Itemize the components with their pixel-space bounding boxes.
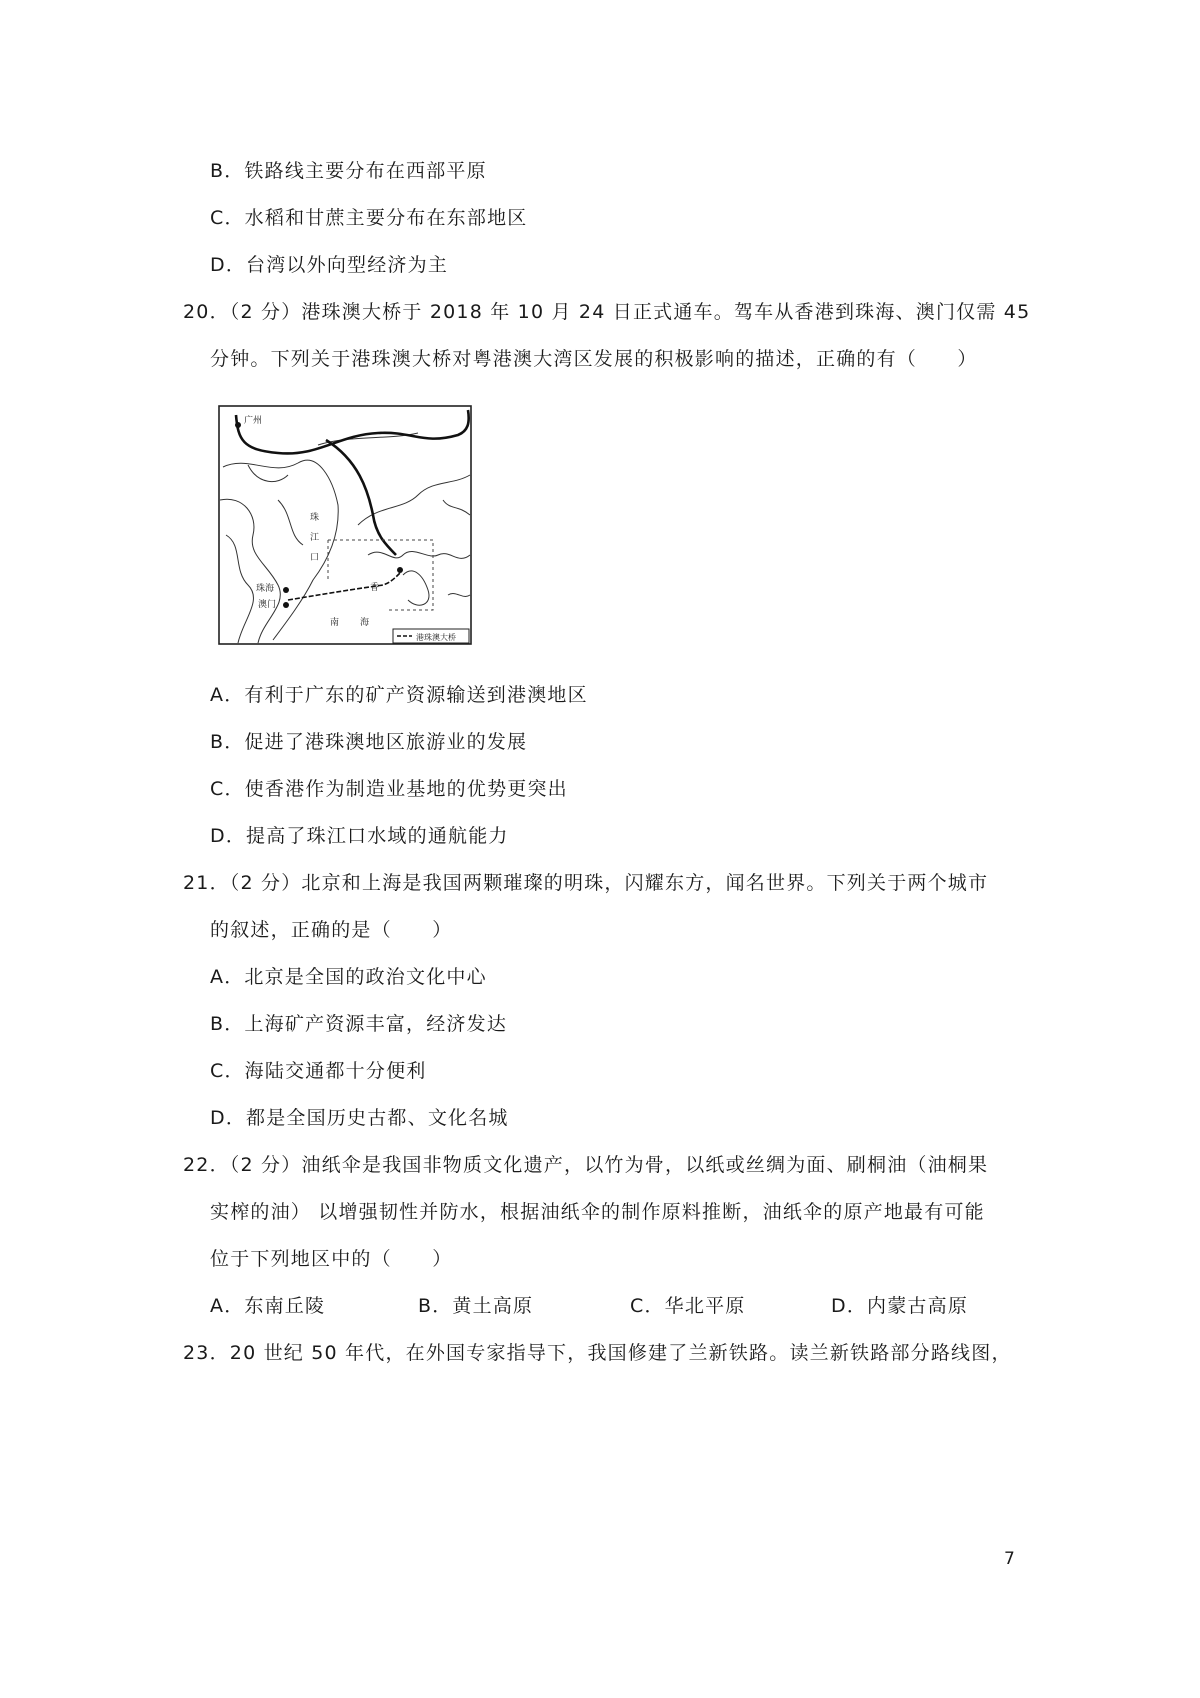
q22-option-c: C．华北平原	[630, 1295, 746, 1317]
q21-option-c: C．海陆交通都十分便利	[210, 1060, 427, 1082]
map-label-hai: 海	[360, 618, 370, 628]
q22-option-d: D．内蒙古高原	[831, 1295, 969, 1317]
q21-stem-line1: 21．（2 分）北京和上海是我国两颗璀璨的明珠，闪耀东方，闻名世界。下列关于两个城市	[183, 872, 989, 894]
hzmb-map	[218, 405, 473, 646]
q23-stem-line1: 23．20 世纪 50 年代，在外国专家指导下，我国修建了兰新铁路。读兰新铁路部分路线图，	[183, 1342, 1012, 1364]
q20-option-b: B．促进了港珠澳地区旅游业的发展	[210, 731, 528, 753]
q20-option-c: C．使香港作为制造业基地的优势更突出	[210, 778, 568, 800]
q20-option-d: D．提高了珠江口水域的通航能力	[210, 825, 509, 847]
q22-stem-line1: 22．（2 分）油纸伞是我国非物质文化遗产，以竹为骨，以纸或丝绸为面、刷桐油（油桐果	[183, 1154, 989, 1176]
map-label-kou: 口	[310, 553, 320, 563]
q19-option-c: C．水稻和甘蔗主要分布在东部地区	[210, 207, 528, 229]
map-label-hongkong: 香	[370, 583, 380, 593]
map-label-nan: 南	[330, 618, 340, 628]
page-number: 7	[1004, 1549, 1015, 1569]
map-legend-bridge: 港珠澳大桥	[416, 633, 456, 642]
q21-option-b: B．上海矿产资源丰富，经济发达	[210, 1013, 508, 1035]
q22-option-a: A．东南丘陵	[210, 1295, 326, 1317]
q21-option-a: A．北京是全国的政治文化中心	[210, 966, 487, 988]
map-label-macao: 澳门	[258, 600, 277, 610]
map-label-zhuhai: 珠海	[256, 584, 275, 594]
q20-option-a: A．有利于广东的矿产资源输送到港澳地区	[210, 684, 588, 706]
q19-option-b: B．铁路线主要分布在西部平原	[210, 160, 487, 182]
q20-stem-line2: 分钟。下列关于港珠澳大桥对粤港澳大湾区发展的积极影响的描述，正确的有（ ）	[210, 348, 978, 370]
q22-option-b: B．黄土高原	[418, 1295, 534, 1317]
map-label-jiang: 江	[310, 533, 320, 543]
map-label-guangzhou: 广州	[244, 416, 263, 426]
q22-options-row	[0, 1292, 1200, 1320]
map-label-zhu: 珠	[310, 513, 320, 523]
q22-stem-line2: 实榨的油） 以增强韧性并防水，根据油纸伞的制作原料推断，油纸伞的原产地最有可能	[210, 1201, 985, 1223]
q22-stem-line3: 位于下列地区中的（ ）	[210, 1248, 453, 1270]
q19-option-d: D．台湾以外向型经济为主	[210, 254, 449, 276]
q21-stem-line2: 的叙述，正确的是（ ）	[210, 919, 453, 941]
q21-option-d: D．都是全国历史古都、文化名城	[210, 1107, 509, 1129]
q20-stem-line1: 20．（2 分）港珠澳大桥于 2018 年 10 月 24 日正式通车。驾车从香港到珠海、澳门仅需 45	[183, 301, 1031, 323]
